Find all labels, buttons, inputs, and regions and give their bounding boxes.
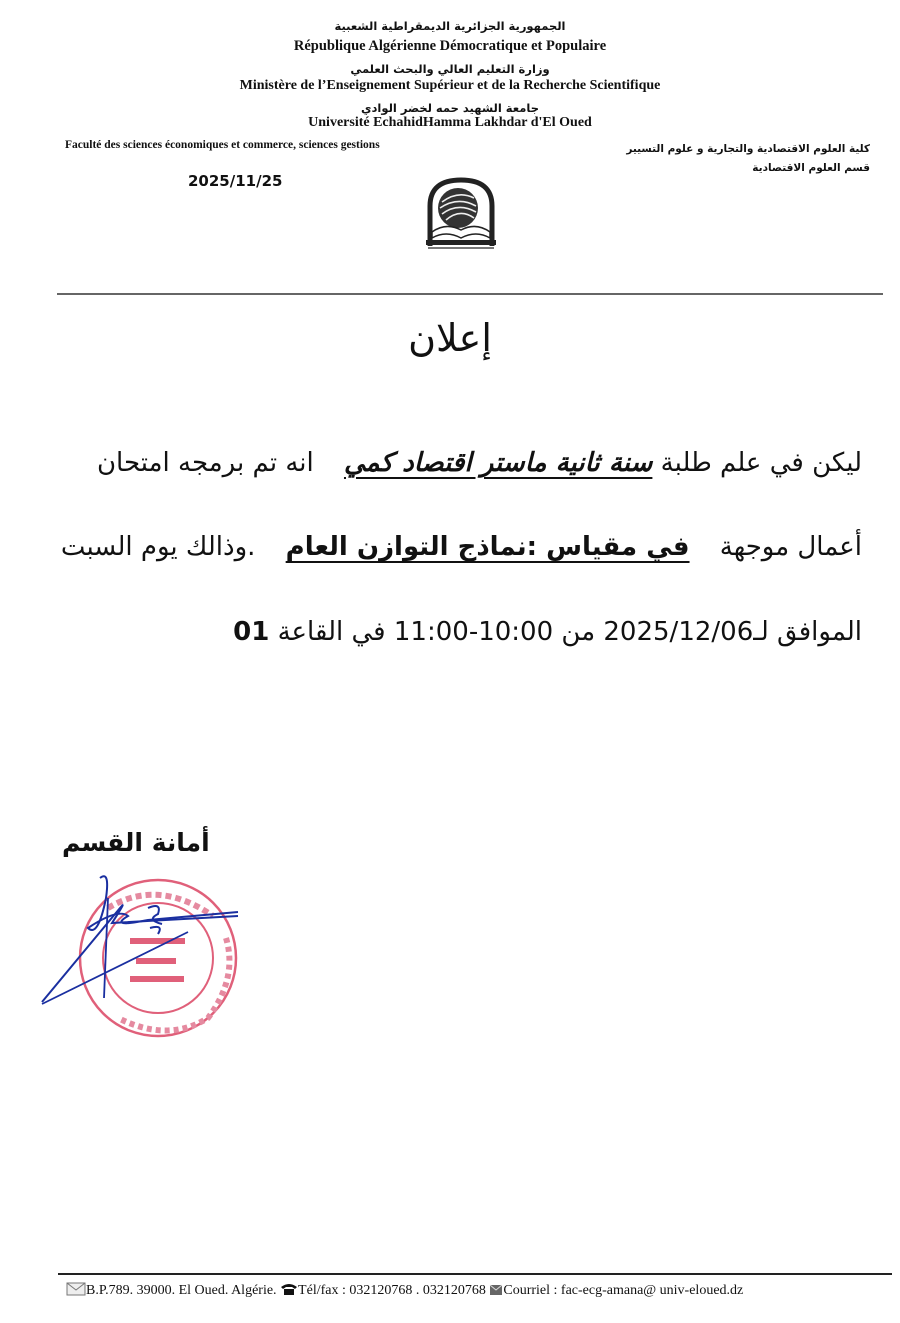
header-ministry-fr: Ministère de l’Enseignement Supérieur et de la Recherche Scientifique: [239, 78, 661, 93]
footer-address: B.P.789. 39000. El Oued. Algérie.: [86, 1283, 277, 1298]
header-republic-ar: الجمهورية الجزائرية الديمقراطية الشعبية: [334, 19, 566, 33]
exam-date: 2025/12/06: [603, 617, 754, 647]
envelope-icon: [66, 1282, 86, 1296]
body-line-2: [61, 532, 862, 562]
line3-prefix: الموافق لـ: [753, 617, 862, 647]
department-stamp-icon: [38, 868, 248, 1040]
line1-prefix: ليكن في علم طلبة: [660, 448, 862, 478]
body-line-3: [233, 617, 862, 647]
document-date: 2025/11/25: [188, 172, 283, 190]
header-university-ar: جامعة الشهيد حمه لخضر الوادي: [360, 101, 539, 115]
faculty-name-fr: Faculté des sciences économiques et commerce, sciences gestions: [65, 139, 380, 151]
line1-suffix: انه تم برمجه امتحان: [96, 448, 314, 478]
faculty-block-ar: [570, 140, 870, 178]
footer-divider: [58, 1273, 892, 1275]
student-level: سنة ثانية ماستر اقتصاد كمي: [343, 448, 653, 478]
body-line-1: [97, 448, 862, 478]
line3-from: من: [561, 617, 596, 647]
signature-title: أمانة القسم: [62, 828, 210, 857]
university-logo-icon: [418, 176, 504, 254]
mail-icon: [489, 1284, 503, 1296]
room-number: 01: [233, 617, 270, 647]
exam-time: 10:00-11:00: [393, 617, 554, 647]
department-name-ar: قسم العلوم الاقتصادية: [752, 162, 870, 174]
header-ministry-ar: وزارة التعليم العالي والبحث العلمي: [350, 62, 550, 76]
faculty-name-ar: كلية العلوم الاقتصادية والتجارية و علوم التسيير: [626, 143, 870, 155]
module-name: في مقياس :نماذج التوازن العام: [285, 532, 690, 562]
footer-contact: [66, 1282, 743, 1299]
line2-prefix: أعمال موجهة: [719, 532, 862, 562]
announcement-title: إعلان: [408, 316, 492, 360]
footer-phone: Tél/fax : 032120768 . 032120768: [298, 1283, 486, 1298]
telephone-icon: [280, 1282, 298, 1296]
header-university-fr: Université EchahidHamma Lakhdar d'El Oued: [308, 115, 592, 130]
footer-email[interactable]: Courriel : fac-ecg-amana@ univ-eloued.dz: [503, 1283, 744, 1298]
room-label: في القاعة: [277, 617, 386, 647]
line2-suffix: .وذالك يوم السبت: [60, 532, 256, 562]
header-republic-fr: République Algérienne Démocratique et Populaire: [293, 38, 607, 54]
header-divider: [57, 293, 883, 295]
